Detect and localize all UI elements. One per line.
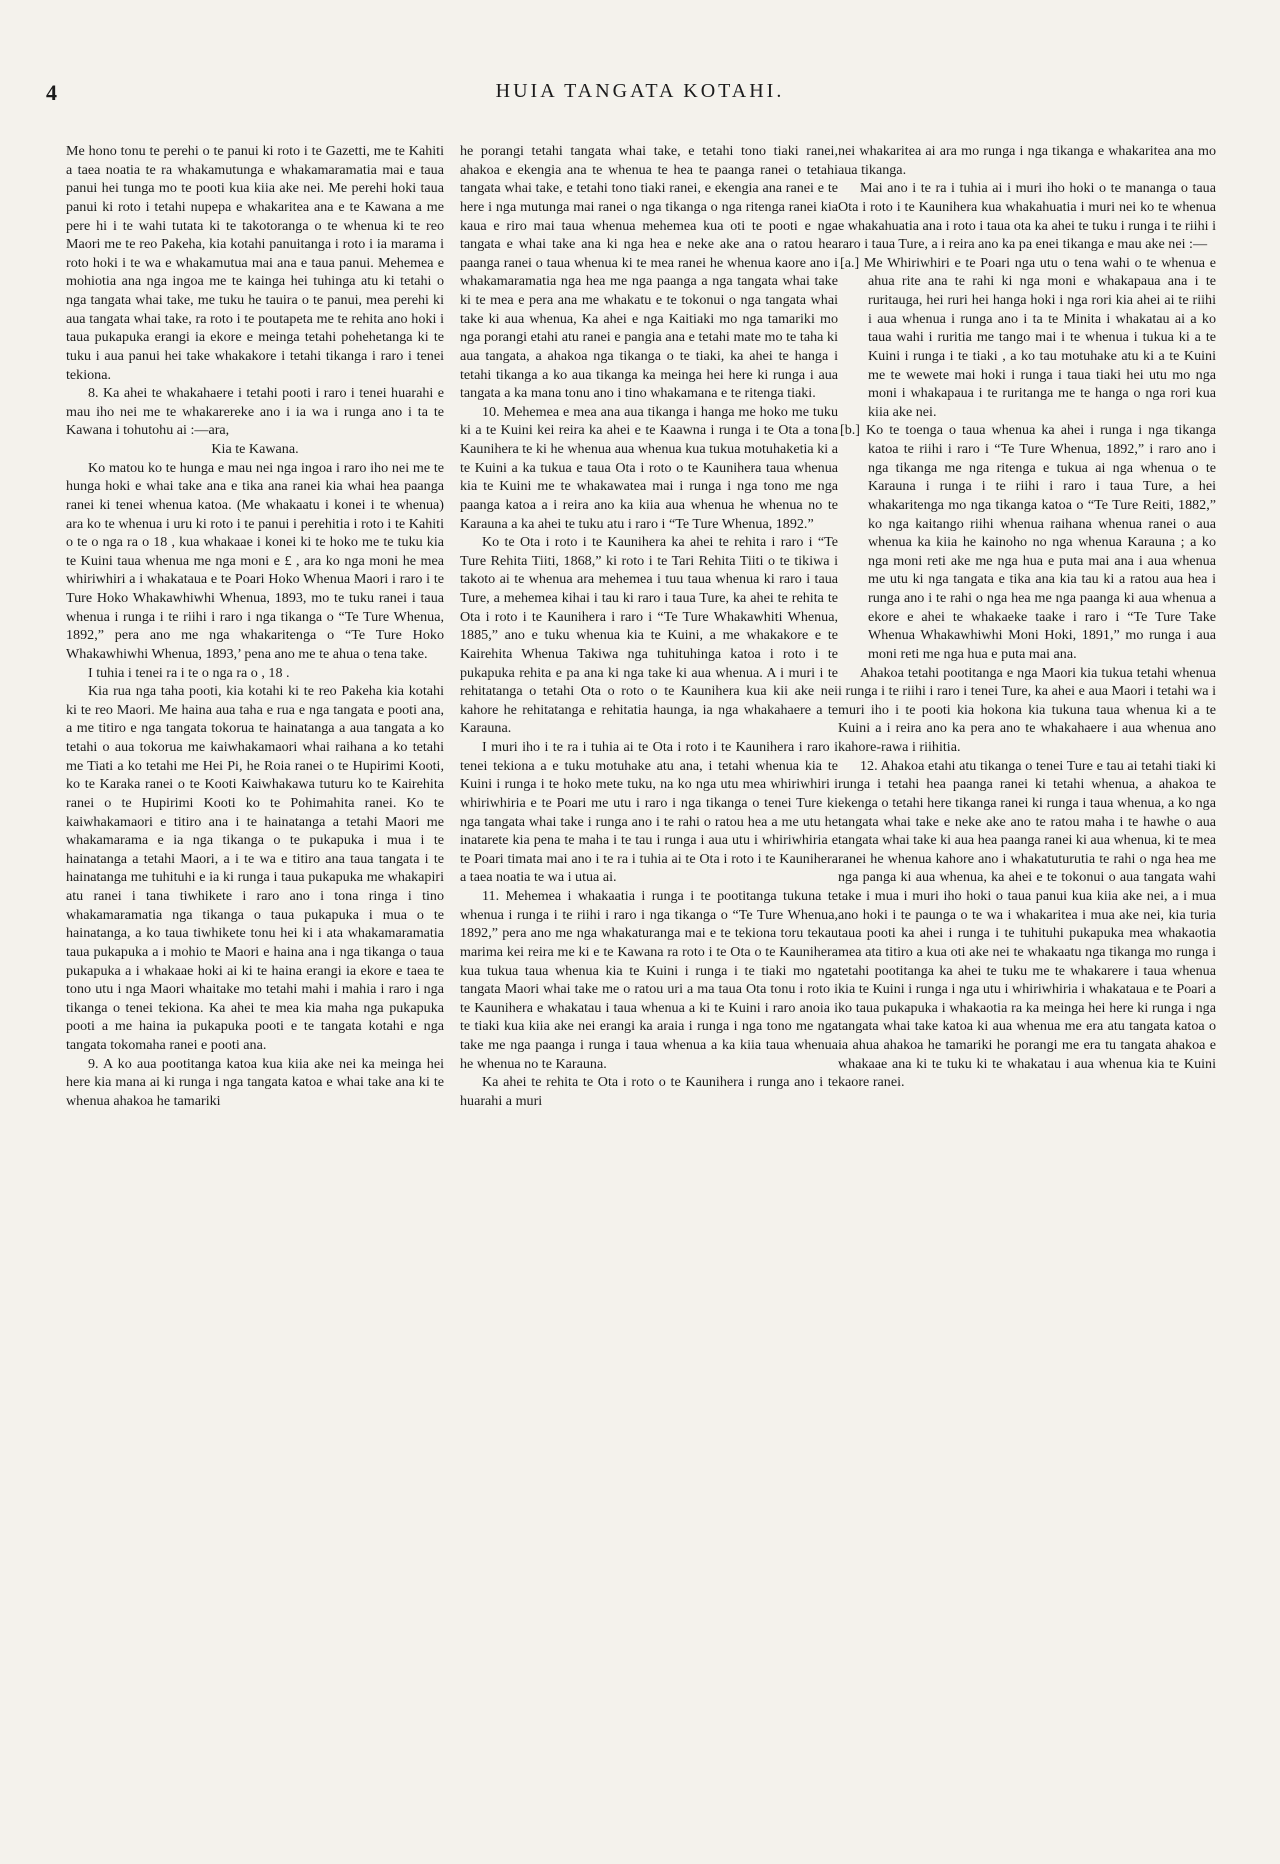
paragraph: Me hono tonu te perehi o te panui ki roto i te Gazetti, me te Kahiti a taea noatia te ra whakamutunga e whakamaramatia mai e taua panui hei tunga mo te pooti kua kiia ake nei. Me perehi hoki taua panui ki roto i tetahi nupepa e whakaritea ana e te Kawana a me pere hi i te wahi tutata ki te takotoranga o te whenua ki te reo Maori me te reo Pakeha, kia kotahi panuitanga i roto i ia marama i roto hoki i te wa e whakamutua mai ana e taua panui. Mehemea e mohiotia ana nga ingoa me te kainga hei tuhinga atu ki tetahi o nga tangata whai take, me tuku he tauira o te panui, mea perehi ki aua tangata whai take, ra roto i te poutapeta me te rehita ano hoki i taua pukapuka erangi ia ekore e meinga tetahi pohehetanga ki te tuku i aua panui hei take whakakore i tetahi tikanga i raro i tenei tekiona. [66,143,444,383]
page-number: 4 [46,80,57,105]
paragraph: Mai ano i te ra i tuhia ai i muri iho hoki o te mananga o taua Ota i roto i te Kaunihera kua whakahuatia i muri nei ko te whenua e whakahuatia ana i roto i taua ota ka ahei te tuku i runga i te riihi i raro i taua Ture, a i reira ano ka pa enei tikanga e mau ake nei :— [838,180,1216,253]
paragraph: 9. A ko aua pootitanga katoa kua kiia ake nei ka meinga hei here kia mana ai ki runga i nga tangata katoa e whai take ana ki te whenua ahakoa he tamariki [66,1055,444,1109]
paragraph: 12. Ahakoa etahi atu tikanga o tenei Ture e tau ai tetahi tiaki ki runga i tetahi hea paanga ranei ki tetahi whenua, a ahakoa te ekenga o tetahi here tikanga ranei ki runga i taua whenua, a ko nga tangata whai take e neke ake ano te ratou maha i te hawhe o aua tangata whai take ki aua hea paanga ranei ki aua whenua, ki te mea ranei he whenua kahore ano i whakatuturutia te rahi o nga hea me nga panga ki aua whenua, ka ahei e te tokonui o aua tangata wahi take i mua i muri iho hoki o taua panui kua kiia ake nei, a i mua ano hoki i te paunga o te wa i whakaritea i mua ake nei, kia turia taua pooti ka ahei i runga i te tuhituhi pukapuka mea whakaotia mea ata titiro a kua oti ake nei te whakaatu nga tikanga mo runga i tetahi pootitanga ka ahei te tuku me te whakarere i taua whenua kia te Kuini i runga i nga utu i whiriwhiria i whakataua e te Poari a ko taua pukapuka i whakaotia ra ka meinga hei here ki runga i nga tangata whai take katoa ki aua whenua me era atu tangata katoa o ia ahua ahakoa he tamariki he porangi me era tu tangata ahakoa e whakaae ana ki te tuku ki te whakatau i aua whenua kia te Kuini kaore ranei. [838,757,1216,1091]
column-1 [66,142,444,1842]
paragraph: 11. Mehemea i whakaatia i runga i te pootitanga tukuna te whenua i runga i te riihi i raro i nga tikanga o “Te Ture Whenua, 1892,” pera ano me nga whakaturanga mai e te tekiona toru tekau marima kei reira me ki e te Kawana ra roto i te Ota o te Kaunihera kua tukua taua whenua kia te Kuini i runga i te tiaki mo nga tangata Maori whai take me o ratou uri a ma taua Ota tonu i roto i te Kaunihera e whakatau i taua whenua a ki te Kuini i raro anoia i te tiaki kua kiia ake nei erangi ka araia i runga i nga tono me nga take me nga paanga i runga i taua whenua a ka kiia taua whenua he whenua no te Karauna. [460,888,838,1072]
paragraph: he porangi tetahi tangata whai take, e tetahi tono tiaki ranei, ahakoa e ekengia ana te whenua te hea te paanga ranei o tetahi tangata whai take, e tetahi tono tiaki ranei, e ekengia ana ranei e te here i nga mutunga mai ranei o nga tikanga o nga ritenga ranei kia kaua e riro mai taua whenua mehemea kua oti te pooti e nga tangata e whai take ana ki nga hea e neke ake ana o ratou hea paanga ranei o taua whenua ki te mea ranei he whenua kaore ano i whakamaramatia nga hea me nga paanga a nga tangata whai take ki te mea e pera ana me whakatu e te tokonui o nga tangata whai take ki aua whenua, Ka ahei e nga Kaitiaki mo nga tamariki mo nga porangi etahi atu ranei e pangia ana e tetahi mate mo te taha ki aua tangata, a ahakoa nga tikanga o te tiaki, ka ahei te hanga i tetahi tikanga a ko aua tikanga ka meinga hei here ki runga i aua tangata a ka mana tonu ano i tino whakamana e te ritenga tiaki. [460,143,838,402]
paragraph: Ahakoa tetahi pootitanga e nga Maori kia tukua tetahi whenua i runga i te riihi i raro i tenei Ture, ka ahei e aua Maori i tetahi wa i muri iho i te pooti kia hokona kia tukuna taua whenua ki a te Kuini a i reira ano ka pera ano te whakahaere i aua whenua ano kahore-rawa i riihitia. [838,664,1216,755]
paragraph: Ko matou ko te hunga e mau nei nga ingoa i raro iho nei me te hunga hoki e whai take ana e tika ana ranei kia whai hea paanga ranei ki tenei whenua katoa. (Me whakaatu i konei i te whenua) ara ko te whenua i uru ki roto i te panui i perehitia i roto i te Kahiti o te o nga ra o 18 , kua whakaae i konei ki te hoko me te tuku kia te Kuini taua whenua me nga moni e £ , ara ko nga moni he mea whiriwhiri a i whakataua e te Poari Hoko Whenua Maori i raro i te Ture Hoko Whakawhiwhi Whenua, 1893, mo te tuku ranei i taua whenua i runga i te riihi i raro i nga tikanga o “Te Ture Whenua, 1892,” pera ano me nga whakaritenga o “Te Ture Hoko Whakawhiwhi Whenua, 1893,’ pena ano me te ahua o tena take. [66,459,444,662]
column-3 [838,142,1216,1842]
paragraph: Ko te Ota i roto i te Kaunihera ka ahei te rehita i raro i “Te Ture Rehita Tiiti, 1868,” ki roto i te Tari Rehita Tiiti o te tikiwa i takoto ai te whenua ara mehemea i tuu taua whenua ki raro i taua Ture, a mehemea kihai i tau ki raro i taua Ture, ka ahei te rehita te Ota i roto i te Kaunihera i raro i “Te Ture Whakawhiti Whenua, 1885,” ano e tuku whenua kia te Kuini, a me whakakore e te Kairehita Whenua Takiwa nga tuhituhinga katoa i roto i te pukapuka rehita e pa ana ki nga take ki aua whenua. A i muri i te rehitatanga o tetahi Ota o roto o te Kaunihera kua kii ake nei kahore he rehitatanga e rehitatia haunga, ia nga whakahaere a te Karauna. [460,534,838,737]
paragraph: nei whakaritea ai ara mo runga i nga tikanga e whakaritea ana mo aua tikanga. [838,143,1216,178]
paragraph: I tuhia i tenei ra i te o nga ra o , 18 . [88,664,290,681]
column-2 [460,142,838,1842]
paragraph: I muri iho i te ra i tuhia ai te Ota i roto i te Kaunihera i raro i tenei tekiona a e tuku motuhake atu ana, i tetahi whenua kia te Kuini i runga i te hoko mete tuku, na ko nga utu mea whiriwhiri i whiriwhiria e te Poari me utu i raro i nga tikanga o tenei Ture ki nga tangata whai take i runga ano i te rahi o ratou hea a me utu he inatarete kia pena te maha i te tau i runga i aua utu i whiriwhiria e te Poari timata mai ano i te ra i tuhia ai te Ota i roto i te Kaunihera a taea noatia te wa i utua ai. [460,739,838,886]
subclause-a: [a.] Me Whiriwhiri e te Poari nga utu o tena wahi o te whenua e ahua rite ana te rahi ki nga moni e whakapaua ana i te ruritauga, hei ruri hei hanga hoki i nga rori kia ahei ai te riihi i aua whenua i runga ano i ta te Minita i whakatau ai a ko taua wahi i ruritia me tango mai i te whenua i tukua ki a te Kuini i runga i te tiaki , a ko tau motuhake atu ki a te Kuini me te wewete mai hoki i runga i taua tiaki hei utu mo nga moni i whakapaua i te ruritanga me te hanga o nga rori kua kiia ake nei. [840,254,1216,420]
running-title: HUIA TANGATA KOTAHI. [495,80,785,102]
paragraph: 8. Ka ahei te whakahaere i tetahi pooti i raro i tenei huarahi e mau iho nei me te whakarereke ano i ia wa i runga ano i ta te Kawana i tohutohu ai :—ara, [66,385,444,439]
paragraph: Kia rua nga taha pooti, kia kotahi ki te reo Pakeha kia kotahi ki te reo Maori. Me haina aua taha e rua e nga tangata e pooti ana, a me titiro e nga tangata tokorua te hainatanga a aua tangata a ko tetahi o aua tokorua me kaiwhakamaori whai raihana a ko tetahi me Tiati a ko tetahi me Hei Pi, he Roia ranei o te Hupirimi Kooti, ko te Karaka ranei o te Kooti Kaiwhakawa tuturu ko te Kairehita ranei o te Hupirimi Kooti ko te Pohimahita ranei. Ko te kaiwhakamaori e titiro ana i te hainatanga a tetahi Maori me whakamarama e ia nga tikanga o te pukapuka i mua i te hainatanga a tetahi Maori, a i te wa e titiro ana taua tangata i te hainatanga me tuhituhi e ia ki runga i taua pukapuka me whakapiri atu ranei i tana tiwhikete i raro ano i tona ringa i tino whakamaramatia nga tikanga o taua pukapuka i mua o te hainatanga, a ko taua tiwhikete tonu hei ki i ata whakamaramatia taua pukapuka a i mohio te Maori e haina ana i nga tikanga o taua pukapuka a i whakaae hoki ai ki te haina erangi ia ekore e taea te tono utu i nga Maori whaitake mo tetahi mahi i mahia i raro i nga tikanga o tenei tekiona. Ka ahei te mea kia maha nga pukapuka pooti a me haina ia pukapuka pooti e te tangata kotahi e nga tangata tokomaha ranei e pooti ana. [66,683,444,1053]
paragraph: Ka ahei te rehita te Ota i roto o te Kaunihera i runga ano i te huarahi a muri [460,1074,838,1109]
subclause-b: [b.] Ko te toenga o taua whenua ka ahei i runga i nga tikanga katoa te riihi i raro i “Te Ture Whenua, 1892,” i raro ano i nga tikanga me nga ritenga e tukua ai nga whenua o te Karauna i runga i te riihi i raro i taua Ture, a hei whakaritenga mo nga tikanga katoa o “Te Ture Reiti, 1882,” ko nga kaitango riihi whenua raihana whenua ranei o aua whenua ka kiia he kainoho no nga whenua Karauna ; a ko nga moni reti ake me nga hua e puta mai ana i aua whenua me utu ki nga tangata e tika ana kia tau ki a ratou aua hea i runga ano i te rahi o nga hea me nga paanga ki aua whenua a ekore e ahei te whakaeke taake i raro i “Te Ture Take Whenua Whakawhiwhi Moni Hoki, 1891,” mo runga i aua moni reti me nga hua e puta mai ana. [840,422,1216,662]
paragraph: 10. Mehemea e mea ana aua tikanga i hanga me hoko me tuku ki a te Kuini kei reira ka ahei e te Kaawna i runga i te Ota a tona Kaunihera te ki he whenua aua whenua kua tukua motuhaketia ki a te Kuini a ka tukua e taua Ota i roto o te Kaunihera taua whenua kia te Kuini me te whakawatea mai i runga i nga tono me nga paanga katoa a i reira ano ka kiia aua whenua he whenua no te Karauna a ka ahei te tuku atu i raro i “Te Ture Whenua, 1892.” [460,403,838,532]
form-salutation: Kia te Kawana. [211,441,299,457]
